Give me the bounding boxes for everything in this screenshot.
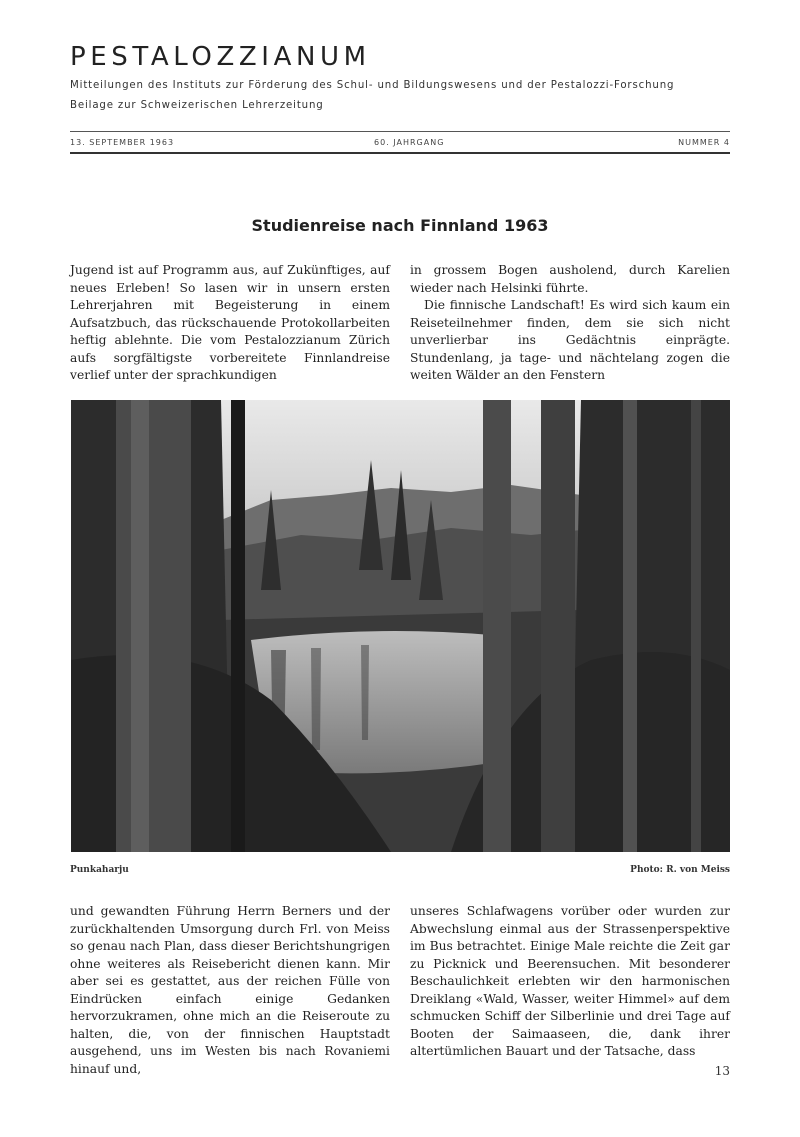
paragraph: in grossem Bogen ausholend, durch Karelien wieder nach Helsinki führte. (410, 263, 730, 295)
article-title: Studienreise nach Finnland 1963 (251, 216, 549, 235)
page-number: 13 (714, 1064, 730, 1078)
paragraph: Die finnische Landschaft! Es wird sich kaum ein Reiseteilnehmer finden, dem sie sich nicht unverlierbar ins Gedächtnis einprägte. Stundenlang, ja tage- und nächtelang zogen die weiten Wälder an den Fenstern (410, 298, 730, 382)
column-bottom-left (70, 903, 390, 1078)
landscape-photo (71, 400, 730, 852)
issue-number: NUMMER 4 (678, 138, 730, 147)
masthead-supplement: Beilage zur Schweizerischen Lehrerzeitung (70, 100, 324, 111)
column-bottom-right (410, 903, 730, 1061)
paragraph: Jugend ist auf Programm aus, auf Zukünftiges, auf neues Erleben! So lasen wir in unsern ersten Lehrerjahren mit Begeisterung in einem Aufsatzbuch, das rückschauende Protokollarbeiten heftig ablehnte. Die vom Pestalozzianum Zürich aufs sorgfältigste vorbereitete Finnlandreise verlief unter der sprachkundigen (70, 263, 390, 382)
masthead-rule-top (70, 131, 730, 132)
photo-caption: Punkaharju (70, 865, 129, 875)
column-top-left (70, 262, 390, 385)
paragraph: und gewandten Führung Herrn Berners und der zurückhaltenden Umsorgung durch Frl. von Meiss so genau nach Plan, dass dieser Berichtshungrigen ohne weiteres als Reisebericht dienen kann. Mir aber sei es gestattet, aus der reichen Fülle von Eindrücken einfach einige Gedanken hervorzukramen, ohne mich an die Reiseroute zu halten, die, von der finnischen Hauptstadt ausgehend, uns im Westen bis nach Rovaniemi hinauf und, (70, 904, 390, 1076)
issue-volume: 60. JAHRGANG (374, 138, 445, 147)
column-top-right (410, 262, 730, 385)
masthead-title: PESTALOZZIANUM (70, 42, 371, 72)
photo-credit: Photo: R. von Meiss (630, 865, 730, 875)
issue-date: 13. SEPTEMBER 1963 (70, 138, 175, 147)
paragraph: unseres Schlafwagens vorüber oder wurden zur Abwechslung einmal aus der Strassenperspektive im Bus betrachtet. Einige Male reichte die Zeit gar zu Picknick und Beerensuchen. Mit besonderer Beschaulichkeit erlebten wir den harmonischen Dreiklang «Wald, Wasser, weiter Himmel» auf dem schmucken Schiff der Silberlinie und drei Tage auf Booten der Saimaaseen, die, dank ihrer altertümlichen Bauart und der Tatsache, dass (410, 904, 730, 1058)
masthead-subtitle: Mitteilungen des Instituts zur Förderung des Schul- und Bildungswesens und der Pestalozzi-Forschung (70, 80, 675, 91)
masthead-rule-bottom (70, 152, 730, 154)
